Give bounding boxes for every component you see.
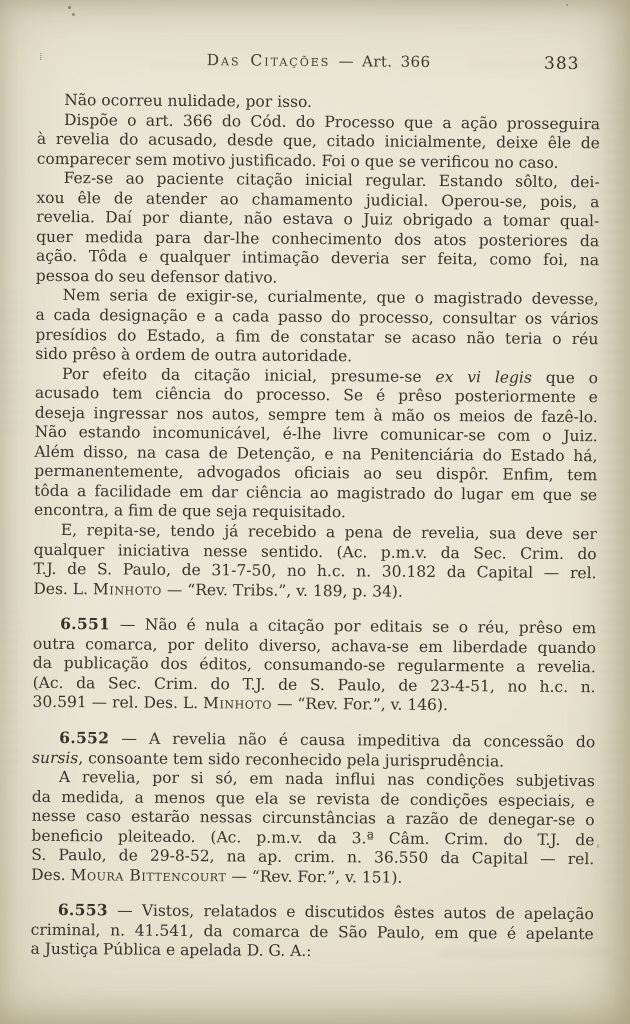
text-segment: outra comarca, por delito diverso, achava-se em liberdade quando — [32, 634, 597, 657]
text-segment: revelia. Daí por diante, não estava o Juiz obrigado a tomar qual- — [36, 208, 600, 231]
paragraph — [36, 169, 600, 291]
text-segment: — Não é nula a citação por editais se o réu, prêso em — [110, 615, 597, 638]
text-segment: pessoa do seu defensor dativo. — [35, 266, 278, 287]
paragraph — [34, 364, 598, 525]
text-segment: T.J. de S. Paulo, de 31-7-50, no h.c. n. 30.182 da Capital — rel. — [33, 559, 597, 583]
numbered-paragraph — [30, 900, 593, 964]
text-segment: qualquer iniciativa nesse sentido. (Ac. p.m.v. da Sec. Crim. do — [33, 540, 597, 563]
item-number: 6.553 — [57, 900, 108, 920]
text-segment: — A revelia não é causa impeditiva da concessão do — [109, 729, 596, 752]
text-segment: Não estando incomunicável, é-lhe livre comunicar-se com o Juiz. — [34, 423, 598, 446]
text-segment: deseja ingressar nos autos, sempre tem à mão os meios de fazê-lo. — [34, 403, 598, 426]
text-segment: Des. — [31, 865, 71, 884]
judge-name: Minhoto — [92, 579, 163, 599]
text-segment: a cada designação e a cada passo do processo, consultar os vários — [35, 305, 599, 329]
text-line — [30, 940, 593, 964]
text-segment: que o — [531, 368, 599, 387]
text-segment: a Justiça Pública e apelada D. G. A.: — [30, 940, 312, 961]
item-number: 6.552 — [59, 727, 110, 748]
text-segment: Dispõe o art. 366 do Cód. do Processo que a ação prosseguira — [64, 110, 601, 133]
text-segment: acusado tem ciência do processo. Se é prêso posteriormente e — [34, 384, 598, 407]
text-segment: Por efeito da citação inicial, presume-se — [62, 364, 436, 386]
paragraph — [37, 110, 600, 173]
text-segment: encontra, a fim de que seja requisitado. — [33, 501, 346, 522]
text-segment: , consoante tem sido reconhecido pela jurisprudência. — [78, 748, 505, 770]
text-segment: A revelia, por si só, em nada influi nas condições subjetivas — [58, 768, 595, 791]
text-segment: quer medida para dar-lhe conhecimento dos atos posteriores da — [36, 227, 600, 251]
text-segment: xou êle de atender ao chamamento judicial. Operou-se, pois, a — [36, 188, 600, 211]
paragraph — [31, 768, 595, 890]
text-segment: — Vistos, relatados e discutidos êstes autos de apelação — [107, 901, 594, 924]
text-segment: permanentemente, advogados oficiais ao seu dispôr. Enfim, tem — [34, 462, 598, 485]
text-segment: Des. L. — [33, 579, 94, 598]
text-segment: da medida, a menos que ela se revista de condições especiais, e — [31, 787, 595, 810]
text-segment: criminal, n. 41.541, da comarca de São Paulo, em que é apelante — [30, 920, 594, 944]
text-segment: E, repita-se, tendo já recebido a pena de revelia, sua deve ser — [60, 521, 597, 544]
latin-term: ex vi legis — [435, 367, 532, 387]
text-segment: presídios do Estado, a fim de constatar se acaso não teria o réu — [35, 325, 599, 348]
text-segment: sido prêso à ordem de outra autoridade. — [35, 344, 353, 366]
running-title-chapter: Das Citações — [206, 51, 331, 71]
judge-name: Moura Bittencourt — [70, 865, 227, 886]
page-number: 383 — [543, 53, 580, 75]
latin-term: sursis — [31, 748, 79, 767]
page-header — [37, 50, 599, 78]
running-title — [37, 50, 599, 75]
item-number: 6.551 — [60, 614, 111, 634]
margin-mark: ⁞ — [39, 51, 43, 63]
running-title-article: — Art. 366 — [330, 52, 431, 71]
text-segment: da publicação dos éditos, consumando-se regularmente a revelia. — [32, 654, 596, 677]
page-body — [30, 91, 600, 964]
paragraph — [33, 521, 597, 604]
paragraph — [35, 286, 599, 369]
text-segment: à revelia do acusado, desde que, citado inicialmente, deixe êle de — [36, 129, 600, 153]
text-segment: S. Paulo, de 29-8-52, na ap. crim. n. 36.550 da Capital — rel. — [31, 846, 595, 869]
text-segment: comparecer sem motivo justificado. Foi o que se verificou no caso. — [36, 149, 559, 172]
text-segment: (Ac. da Sec. Crim. do T.J. de S. Paulo, de 23-4-51, no h.c. n. — [32, 673, 596, 697]
text-segment: Nem seria de exigir-se, curialmente, que o magistrado devesse, — [62, 286, 599, 309]
text-line — [32, 693, 595, 717]
numbered-paragraph — [32, 614, 596, 717]
text-segment: — “Rev. For.”, v. 151). — [226, 867, 403, 887]
text-segment: Fez-se ao paciente citação inicial regular. Estando sôlto, dei- — [63, 169, 600, 192]
text-segment: Não ocorreu nulidade, por isso. — [64, 91, 313, 111]
text-segment: Além disso, na casa de Detenção, e na Penitenciária do Estado há, — [34, 442, 598, 466]
text-segment: 30.591 — rel. Des. L. — [32, 693, 204, 713]
text-segment: nesse caso estarão nessas circunstâncias a razão de denegar-se o — [31, 806, 595, 830]
text-segment: beneficio pleiteado. (Ac. p.m.v. da 3.ª Câm. Crim. do T.J. de — [31, 826, 595, 849]
numbered-paragraph — [32, 728, 595, 773]
judge-name: Minhoto — [202, 694, 273, 714]
text-segment: — “Rev. For.”, v. 146). — [271, 695, 448, 715]
text-segment: tôda a facilidade em dar ciência ao magistrado do lugar em que se — [34, 481, 598, 505]
text-segment: ação. Tôda e qualquer intimação deveria ser feita, como foi, na — [35, 247, 600, 270]
text-segment: — “Rev. Tribs.”, v. 189, p. 34). — [161, 580, 403, 601]
